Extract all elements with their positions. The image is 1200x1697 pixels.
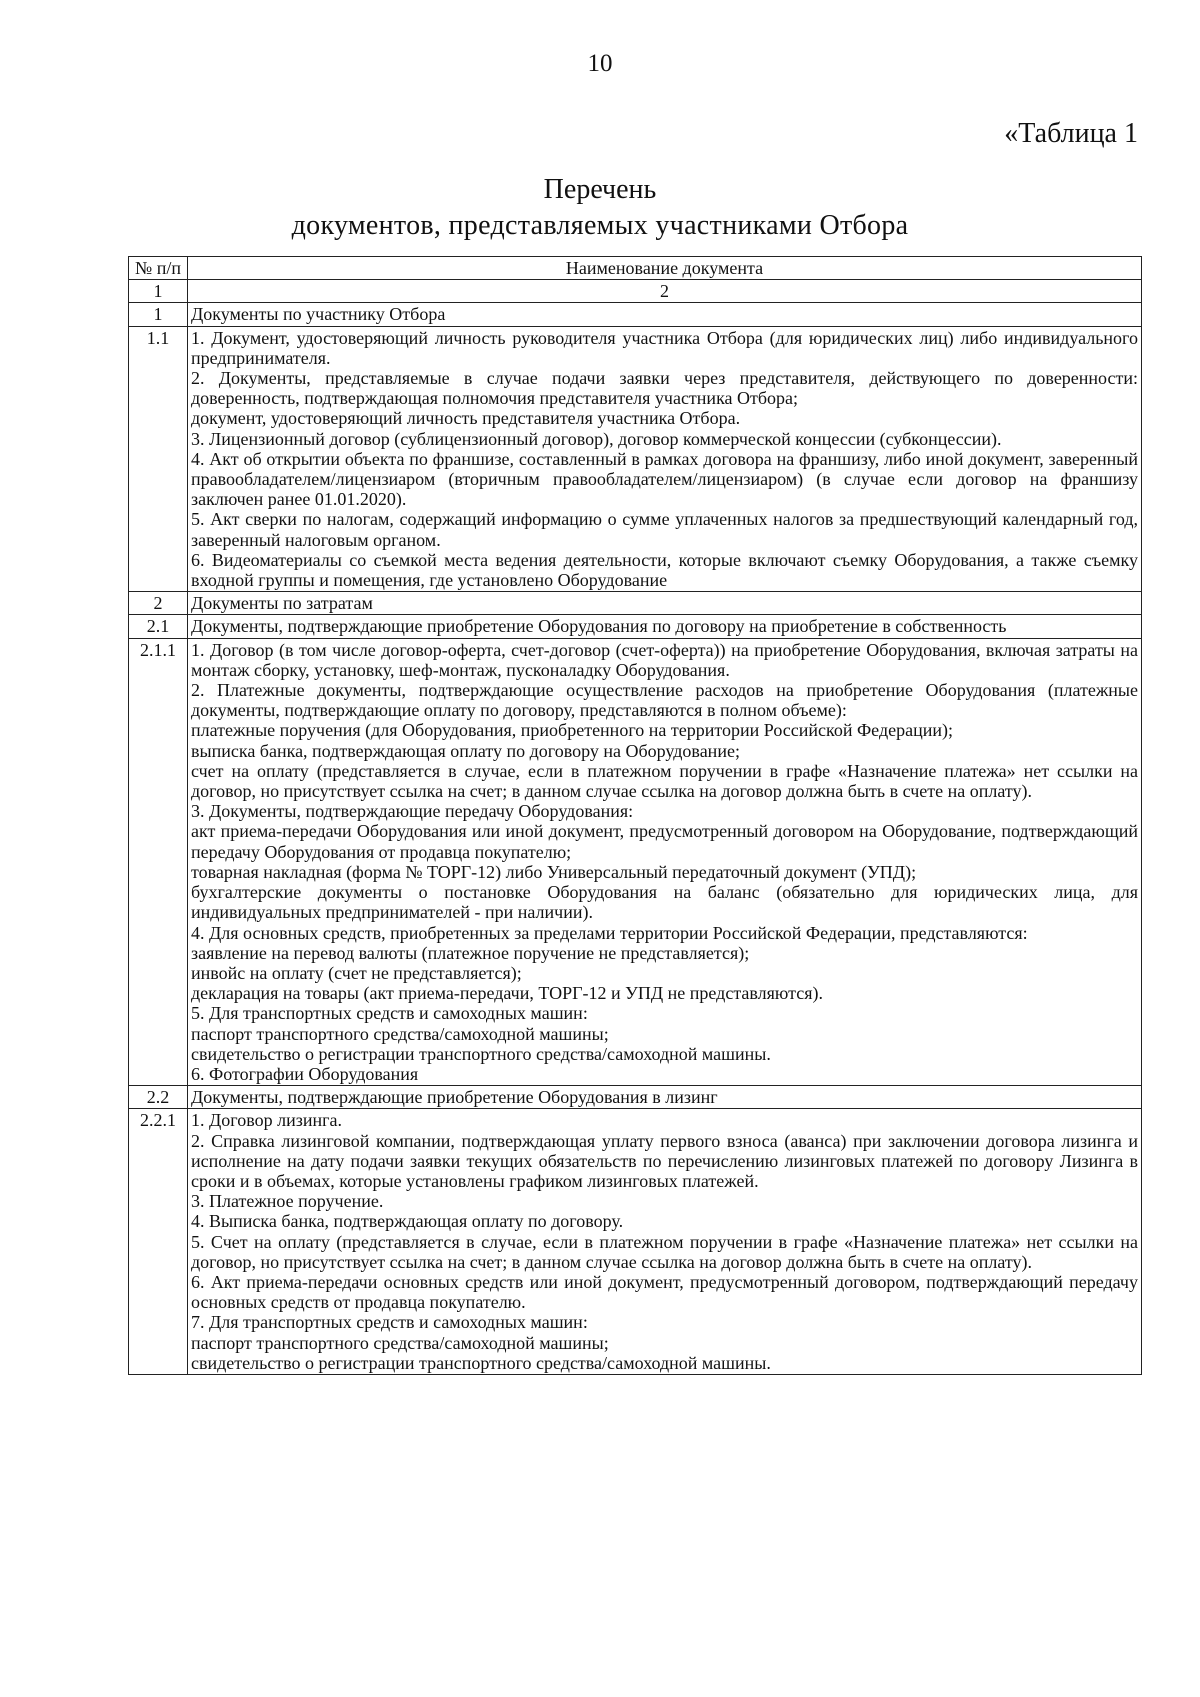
table-row — [129, 326, 1142, 592]
document-item: 3. Документы, подтверждающие передачу Оборудования: — [191, 801, 634, 822]
table-row — [129, 303, 1142, 326]
document-item: Документы по затратам — [191, 593, 373, 614]
row-number: 2.2 — [129, 1086, 188, 1109]
row-content — [188, 326, 1142, 592]
document-item: 6. Видеоматериалы со съемкой места ведения деятельности, которые включают съемку Оборудования, а также съемку входной группы и помещения, где установлено Оборудование — [191, 549, 1138, 591]
document-item: платежные поручения (для Оборудования, приобретенного на территории Российской Федерации); — [191, 720, 953, 741]
table-row — [129, 1109, 1142, 1375]
document-item: Документы, подтверждающие приобретение Оборудования в лизинг — [191, 1087, 718, 1108]
document-item: 4. Выписка банка, подтверждающая оплату по договору. — [191, 1211, 624, 1232]
document-item: 3. Лицензионный договор (сублицензионный договор), договор коммерческой концессии (субконцессии). — [191, 428, 1002, 449]
document-item: свидетельство о регистрации транспортного средства/самоходной машины. — [191, 1352, 771, 1373]
document-item: 6. Фотографии Оборудования — [191, 1063, 419, 1084]
row-content — [188, 1109, 1142, 1375]
document-item: 5. Счет на оплату (представляется в случае, если в платежном поручении в графе «Назначение платежа» нет ссылки на договор, но присутствует ссылка на счет; в данном случае ссылка на договор должна быть в счете на оплату). — [191, 1231, 1138, 1272]
document-item: документ, удостоверяющий личность представителя участника Отбора. — [191, 408, 741, 429]
document-item: декларация на товары (акт приема-передачи, ТОРГ-12 и УПД не представляются). — [191, 983, 823, 1004]
document-item: 4. Для основных средств, приобретенных за пределами территории Российской Федерации, представляются: — [191, 922, 1028, 943]
document-item: 6. Акт приема-передачи основных средств или иной документ, предусмотренный договором, подтверждающий передачу основных средств от продавца покупателю. — [191, 1271, 1138, 1313]
documents-table — [128, 256, 1142, 1375]
row-content — [188, 303, 1142, 326]
document-item: Документы, подтверждающие приобретение Оборудования по договору на приобретение в собственность — [191, 616, 1007, 637]
document-item: 4. Акт об открытии объекта по франшизе, составленный в рамках договора на франшизу, либо иной документ, заверенный правообладателем/лицензиаром (вторичным правообладателем/лицензиаром) (в случае если договор на франшизу заключен ранее 01.01.2020). — [191, 448, 1138, 510]
row-number: 2.1.1 — [129, 638, 188, 1085]
document-item: паспорт транспортного средства/самоходной машины; — [191, 1023, 609, 1044]
table-row — [129, 615, 1142, 638]
table-row — [129, 638, 1142, 1085]
row-number: 2 — [129, 592, 188, 615]
document-item: товарная накладная (форма № ТОРГ-12) либо Универсальный передаточный документ (УПД); — [191, 861, 917, 882]
document-item: Документы по участнику Отбора — [191, 304, 446, 325]
document-item: заявление на перевод валюты (платежное поручение не представляется); — [191, 942, 750, 963]
table-reference: «Таблица 1 — [1004, 118, 1138, 149]
document-item: выписка банка, подтверждающая оплату по договору на Оборудование; — [191, 740, 740, 761]
row-number: 1 — [129, 303, 188, 326]
document-item: 3. Платежное поручение. — [191, 1191, 384, 1212]
document-item: 1. Договор (в том числе договор-оферта, счет-договор (счет-оферта)) на приобретение Оборудования, включая затраты на монтаж сборку, установку, шеф-монтаж, пусконаладку Оборудования. — [191, 639, 1138, 680]
header-num: № п/п — [129, 257, 188, 280]
document-item: счет на оплату (представляется в случае, если в платежном поручении в графе «Назначение платежа» нет ссылки на договор, но присутствует ссылка на счет; в данном случае ссылка на договор должна быть в счете на оплату). — [191, 760, 1138, 802]
document-item: свидетельство о регистрации транспортного средства/самоходной машины. — [191, 1043, 771, 1064]
document-item: акт приема-передачи Оборудования или иной документ, предусмотренный договором на Оборудование, подтверждающий передачу Оборудования от продавца покупателю; — [191, 821, 1138, 862]
document-item: бухгалтерские документы о постановке Оборудования на баланс (обязательно для юридических лица, для индивидуальных предпринимателей - при наличии). — [191, 882, 1138, 923]
page-number: 10 — [587, 50, 613, 77]
header-name-index: 2 — [188, 280, 1142, 303]
table-row — [129, 592, 1142, 615]
row-content — [188, 615, 1142, 638]
document-item: 2. Справка лизинговой компании, подтверждающая уплату первого взноса (аванса) при заключении договора лизинга и исполнение на дату подачи заявки текущих обязательств по перечислению лизинговых платежей по договору Лизинга в сроки и в объемах, которые установлены графиком лизинговых платежей. — [191, 1130, 1138, 1191]
row-content — [188, 592, 1142, 615]
header-num-index: 1 — [129, 280, 188, 303]
document-item: 2. Платежные документы, подтверждающие осуществление расходов на приобретение Оборудования (платежные документы, подтверждающие оплату по договору, представляются в полном объеме): — [191, 680, 1138, 721]
table-header-row — [129, 257, 1142, 280]
document-item: паспорт транспортного средства/самоходной машины; — [191, 1332, 609, 1353]
row-content — [188, 638, 1142, 1085]
document-item: 5. Акт сверки по налогам, содержащий информацию о сумме уплаченных налогов за предшествующий календарный год, заверенный налоговым органом. — [191, 509, 1138, 550]
row-number: 1.1 — [129, 326, 188, 592]
document-title — [0, 172, 1200, 244]
row-number: 2.1 — [129, 615, 188, 638]
document-item: 5. Для транспортных средств и самоходных машин: — [191, 1003, 588, 1024]
document-item: 7. Для транспортных средств и самоходных машин: — [191, 1312, 588, 1333]
document-item: 2. Документы, представляемые в случае подачи заявки через представителя, действующего по доверенности: доверенность, подтверждающая полномочия представителя участника Отбора; — [191, 368, 1138, 409]
title-line-1: Перечень — [543, 174, 657, 205]
document-item: 1. Договор лизинга. — [191, 1110, 342, 1131]
table-row — [129, 1086, 1142, 1109]
row-number: 2.2.1 — [129, 1109, 188, 1375]
header-name: Наименование документа — [188, 257, 1142, 280]
document-item: 1. Документ, удостоверяющий личность руководителя участника Отбора (для юридических лиц) либо индивидуального предпринимателя. — [191, 327, 1138, 368]
document-item: инвойс на оплату (счет не представляется); — [191, 962, 522, 983]
table-header-numbers-row — [129, 280, 1142, 303]
row-content — [188, 1086, 1142, 1109]
title-line-2: документов, представляемых участниками Отбора — [291, 210, 909, 241]
